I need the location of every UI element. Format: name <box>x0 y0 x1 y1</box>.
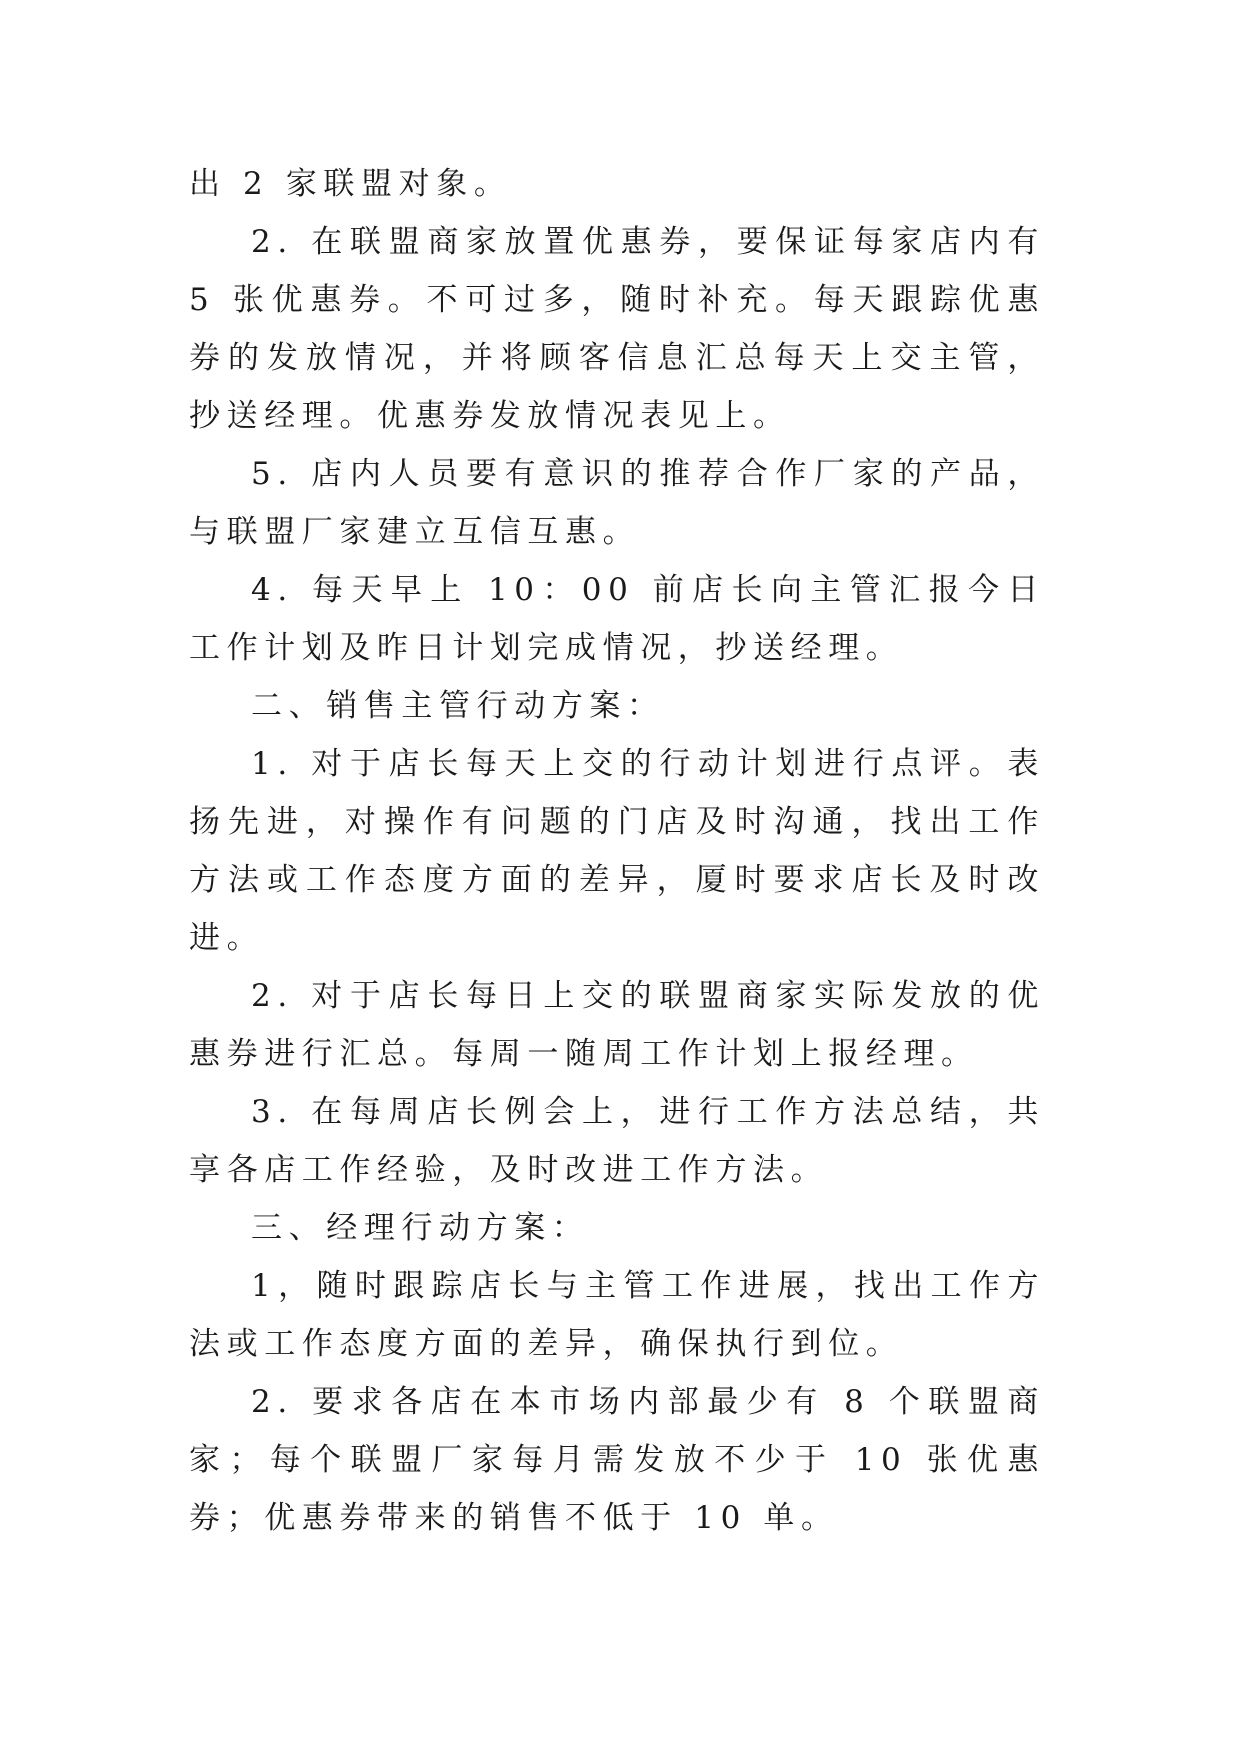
section-heading-supervisor: 二、销售主管行动方案： <box>251 688 665 724</box>
paragraph-manager-item-1: 1，随时跟踪店长与主管工作进展，找出工作方法或工作态度方面的差异，确保执行到位。 <box>189 1268 1045 1362</box>
paragraph-item-2-coupons: 2. 在联盟商家放置优惠券，要保证每家店内有 5 张优惠券。不可过多，随时补充。每天跟踪优惠券的发放情况，并将顾客信息汇总每天上交主管，抄送经理。优惠券发放情况表见上。 <box>189 224 1045 434</box>
paragraph-manager-item-2: 2. 要求各店在本市场内部最少有 8 个联盟商家；每个联盟厂家每月需发放不少于 10 张优惠券；优惠券带来的销售不低于 10 单。 <box>189 1384 1045 1536</box>
paragraph-item-4-daily-report: 4. 每天早上 10：00 前店长向主管汇报今日工作计划及昨日计划完成情况，抄送经理。 <box>189 572 1045 666</box>
paragraph-supervisor-item-1: 1. 对于店长每天上交的行动计划进行点评。表扬先进，对操作有问题的门店及时沟通，找出工作方法或工作态度方面的差异，厦时要求店长及时改进。 <box>189 746 1045 956</box>
section-heading-manager: 三、经理行动方案： <box>251 1210 590 1246</box>
paragraph-supervisor-item-2: 2. 对于店长每日上交的联盟商家实际发放的优惠券进行汇总。每周一随周工作计划上报经理。 <box>189 978 1045 1072</box>
paragraph-item-5-recommend: 5. 店内人员要有意识的推荐合作厂家的产品，与联盟厂家建立互信互惠。 <box>189 456 1045 550</box>
paragraph-supervisor-item-3: 3. 在每周店长例会上，进行工作方法总结，共享各店工作经验，及时改进工作方法。 <box>189 1094 1045 1188</box>
paragraph-continuation: 出 2 家联盟对象。 <box>189 166 512 202</box>
document-body <box>189 155 1045 1547</box>
